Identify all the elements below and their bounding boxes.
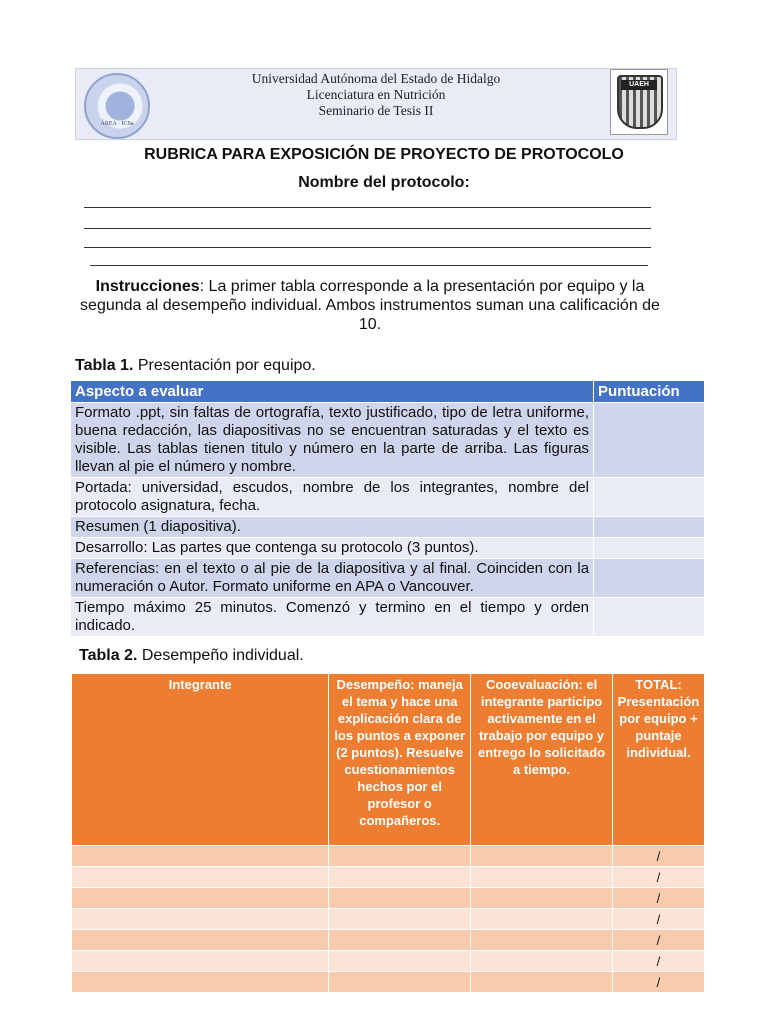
table-row [72, 930, 705, 951]
instructions [80, 277, 660, 334]
aspect-development: Desarrollo: Las partes que contenga su protocolo (3 puntos). [71, 538, 594, 559]
table-header-row [71, 381, 705, 403]
header-performance: Desempeño: maneja el tema y hace una explicación clara de los puntos a exponer (2 puntos). Resuelve cuestionamientos hechos por el profesor o compañeros. [329, 674, 471, 846]
table-row [72, 909, 705, 930]
table-row [72, 888, 705, 909]
faculty-logo-text: ÁREA · ICSa [100, 121, 134, 127]
score-cell[interactable] [594, 538, 705, 559]
instructions-label: Instrucciones [95, 278, 200, 295]
protocol-name-line-1 [84, 207, 651, 208]
table-row [71, 559, 705, 598]
protocol-name-line-3 [84, 247, 651, 248]
performance-cell[interactable] [329, 867, 471, 888]
table-row [71, 598, 705, 637]
score-cell[interactable] [594, 517, 705, 538]
protocol-name-line-4 [90, 265, 648, 266]
total-cell[interactable]: / [612, 846, 704, 867]
coevaluation-cell[interactable] [471, 909, 613, 930]
table1-caption-text: Presentación por equipo. [133, 357, 316, 374]
table-row [71, 403, 705, 478]
total-cell[interactable]: / [612, 951, 704, 972]
seal-text: UAEH [621, 80, 657, 90]
table-row [71, 517, 705, 538]
university-name: Universidad Autónoma del Estado de Hidalgo [251, 71, 501, 86]
table-row [71, 478, 705, 517]
aspect-cover: Portada: universidad, escudos, nombre de los integrantes, nombre del protocolo asignatura, fecha. [71, 478, 594, 517]
header-text [76, 71, 676, 119]
individual-rubric-table [71, 673, 705, 993]
total-cell[interactable]: / [612, 909, 704, 930]
performance-cell[interactable] [329, 909, 471, 930]
header-total: TOTAL: Presentación por equipo + puntaje individual. [612, 674, 704, 846]
team-rubric-table [70, 380, 705, 637]
header-aspect: Aspecto a evaluar [71, 381, 594, 403]
score-cell[interactable] [594, 559, 705, 598]
instructions-text: : La primer tabla corresponde a la presentación por equipo y la segunda al desempeño individual. Ambos instrumentos suman una calificación de 10. [80, 278, 660, 333]
coevaluation-cell[interactable] [471, 951, 613, 972]
table2-caption [79, 647, 304, 665]
member-cell[interactable] [72, 972, 329, 993]
table-header-row [72, 674, 705, 846]
member-cell[interactable] [72, 867, 329, 888]
total-cell[interactable]: / [612, 867, 704, 888]
performance-cell[interactable] [329, 930, 471, 951]
member-cell[interactable] [72, 846, 329, 867]
coevaluation-cell[interactable] [471, 888, 613, 909]
table2-caption-number: Tabla 2. [79, 647, 138, 664]
member-cell[interactable] [72, 951, 329, 972]
table1-caption [75, 357, 316, 375]
total-cell[interactable]: / [612, 930, 704, 951]
course-name: Seminario de Tesis II [318, 103, 434, 118]
score-cell[interactable] [594, 478, 705, 517]
page-title: RUBRICA PARA EXPOSICIÓN DE PROYECTO DE PROTOCOLO [144, 146, 624, 163]
table2-caption-text: Desempeño individual. [137, 647, 304, 664]
header-score: Puntuación [594, 381, 705, 403]
member-cell[interactable] [72, 909, 329, 930]
table-row [72, 846, 705, 867]
coevaluation-cell[interactable] [471, 930, 613, 951]
document-header [75, 68, 677, 140]
total-cell[interactable]: / [612, 972, 704, 993]
aspect-references: Referencias: en el texto o al pie de la diapositiva y al final. Coinciden con la numeración o Autor. Formato uniforme en APA o Vancouver. [71, 559, 594, 598]
performance-cell[interactable] [329, 951, 471, 972]
total-cell[interactable]: / [612, 888, 704, 909]
protocol-name-line-2 [84, 228, 651, 229]
table-row [72, 867, 705, 888]
score-cell[interactable] [594, 598, 705, 637]
performance-cell[interactable] [329, 846, 471, 867]
header-member: Integrante [72, 674, 329, 846]
performance-cell[interactable] [329, 972, 471, 993]
table1-caption-number: Tabla 1. [75, 357, 134, 374]
member-cell[interactable] [72, 888, 329, 909]
coevaluation-cell[interactable] [471, 867, 613, 888]
coevaluation-cell[interactable] [471, 846, 613, 867]
protocol-name-label: Nombre del protocolo: [298, 174, 470, 191]
table-row [72, 951, 705, 972]
aspect-format: Formato .ppt, sin faltas de ortografía, texto justificado, tipo de letra uniforme, buena redacción, las diapositivas no se encuentran saturadas y el texto es visible. Las tablas tienen titulo y número en la parte de arriba. Las figuras llevan al pie el número y nombre. [71, 403, 594, 478]
aspect-summary: Resumen (1 diapositiva). [71, 517, 594, 538]
coevaluation-cell[interactable] [471, 972, 613, 993]
table-row [71, 538, 705, 559]
university-seal [610, 69, 668, 135]
header-coevaluation: Cooevaluación: el integrante participo activamente en el trabajo por equipo y entrego lo solicitado a tiempo. [471, 674, 613, 846]
program-name: Licenciatura en Nutrición [306, 87, 446, 102]
performance-cell[interactable] [329, 888, 471, 909]
member-cell[interactable] [72, 930, 329, 951]
aspect-time: Tiempo máximo 25 minutos. Comenzó y termino en el tiempo y orden indicado. [71, 598, 594, 637]
table-row [72, 972, 705, 993]
score-cell[interactable] [594, 403, 705, 478]
